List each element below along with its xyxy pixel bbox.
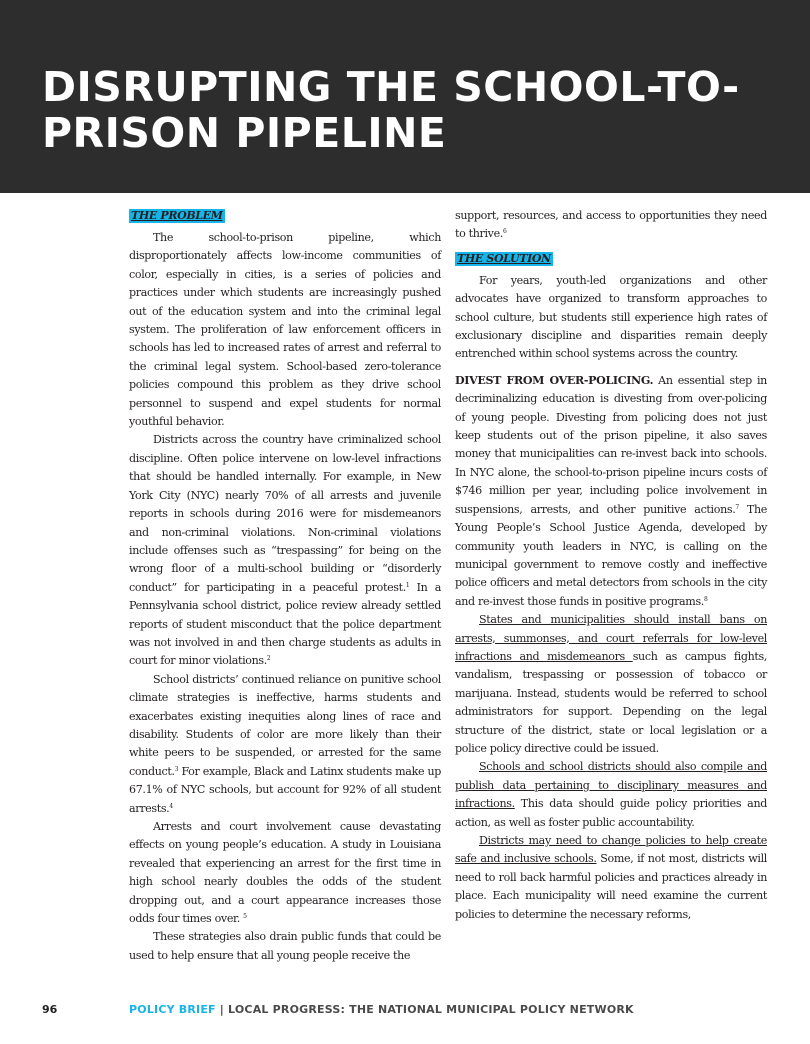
underlined-recommendation: States and municipalities should install bans on arrests, summonses, and court referrals for low-level infractions and misdemeanors	[455, 613, 767, 663]
right-column	[455, 207, 767, 924]
page-footer	[0, 1003, 810, 1019]
paragraph: States and municipalities should install bans on arrests, summonses, and court referrals for low-level infractions and misdemeanors such as campus fights, vandalism, trespassing or possession of tobacco or marijuana. Instead, students would be referred to school administrators for support. Depending on the legal structure of the district, state or local legislation or a police policy directive could be issued.	[455, 613, 767, 755]
paragraph: School districts’ continued reliance on punitive school climate strategies is ineffective, harms students and exacerbates existing inequities along lines of race and disability. Students of color are more likely than their white peers to be suspended, or arrested for the same conduct.$^3$ For example, Black and Latinx students make up 67.1% of NYC schools, but account for 92% of all student arrests.$^4$	[129, 672, 441, 815]
page-number: 96	[42, 1003, 58, 1016]
footnote-ref: 8	[704, 595, 708, 603]
section-heading-problem: THE PROBLEM	[131, 209, 223, 222]
footnote-ref: 4	[169, 802, 173, 810]
footnote-ref: 2	[266, 655, 271, 663]
section-heading-solution: THE SOLUTION	[457, 251, 551, 265]
underlined-recommendation: Districts may need to change policies to help create safe and inclusive schools.	[455, 834, 767, 866]
underlined-recommendation: Schools and school districts should also compile and publish data pertaining to disciplinary measures and infractions.	[455, 760, 767, 811]
paragraph: DIVEST FROM OVER-POLICING. An essential step in decriminalizing education is divesting from over-policing of young people. Divesting from policing does not just keep students out of the prison pipeline, it also saves money that municipalities can re-invest back into schools. In NYC alone, the school-to-prison pipeline incurs costs of $746 million per year, including police involvement in suspensions, arrests, and other punitive actions.$^7$ The Young People’s School Justice Agenda, developed by community youth leaders in NYC, is calling on the municipal government to remove costly and ineffective police officers and metal detectors from schools in the city and re-invest those funds in positive programs.$^8$	[455, 373, 767, 608]
title-banner	[0, 0, 810, 193]
paragraph: Districts across the country have criminalized school discipline. Often police intervene on low-level infractions that should be handled internally. For example, in New York City (NYC) nearly 70% of all arrests and juvenile reports in schools during 2016 were for misdemeanors and non-criminal violations. Non-criminal violations include offenses such as “trespassing” for being on the wrong floor of a multi-school building or “disorderly conduct” for participating in a peaceful protest.$^1$ In a Pennsylvania school district, police review already settled reports of student misconduct that the police department was not involved in and then charge students as adults in court for minor violations.$^2$	[129, 433, 441, 668]
running-footer	[129, 1003, 634, 1016]
paragraph: Arrests and court involvement cause devastating effects on young people’s education. A study in Louisiana revealed that experiencing an arrest for the first time in high school nearly doubles the odds of the student dropping out, and a court appearance increases those odds four times over. $^5$	[129, 820, 441, 926]
footnote-ref: 7	[735, 503, 739, 511]
paragraph: Schools and school districts should also compile and publish data pertaining to disciplinary measures and infractions. This data should guide policy priorities and action, as well as foster public accountability.	[455, 760, 767, 829]
paragraph: Districts may need to change policies to help create safe and inclusive schools. Some, if not most, districts will need to roll back harmful policies and practices already in place. Each municipality will need examine the current policies to determine the necessary reforms,	[455, 834, 767, 921]
paragraph: The school-to-prison pipeline, which disproportionately affects low-income communities of color, especially in cities, is a series of policies and practices under which students are increasingly pushed out of the education system and into the criminal legal system. The proliferation of law enforcement officers in schools has led to increased rates of arrest and referral to the criminal legal system. School-based zero-tolerance policies compound this problem as they drive school personnel to suspend and expel students for normal youthful behavior.	[129, 231, 441, 429]
footnote-ref: 5	[243, 913, 247, 921]
footnote-ref: 3	[174, 765, 179, 773]
footer-separator: |	[215, 1003, 229, 1016]
page-title: DISRUPTING THE SCHOOL-TO-PRISON PIPELINE	[42, 63, 740, 157]
footnote-ref: 1	[405, 581, 410, 589]
paragraph: For years, youth-led organizations and other advocates have organized to transform approaches to school culture, but students still experience high rates of exclusionary discipline and disparities remain deeply entrenched within school systems across the country.	[455, 273, 767, 361]
footer-network-label: LOCAL PROGRESS: THE NATIONAL MUNICIPAL POLICY NETWORK	[228, 1003, 634, 1016]
footnote-ref: 6	[502, 228, 507, 236]
paragraph: These strategies also drain public funds that could be used to help ensure that all young people receive the	[129, 930, 441, 962]
paragraph: support, resources, and access to opportunities they need to thrive.$^6$	[455, 209, 767, 241]
lead-in: DIVEST FROM OVER-POLICING.	[455, 373, 654, 387]
footer-brief-label: POLICY BRIEF	[129, 1003, 216, 1016]
left-column	[129, 207, 441, 965]
